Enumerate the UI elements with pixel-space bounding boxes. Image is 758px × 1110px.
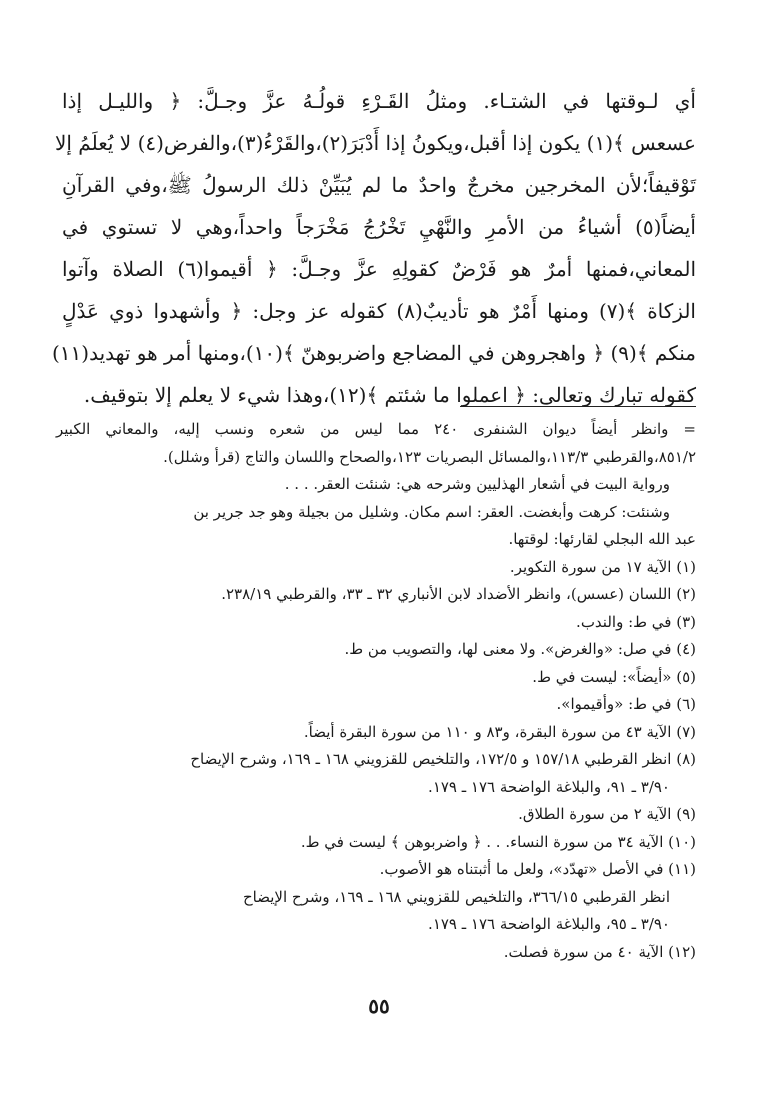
footnote-item: (٤) في صل: «والغرض». ولا معنى لها، والتصويب من ط. [344, 640, 696, 658]
main-text-line: عسعس ﴾(١) يكون إذا أقبل،ويكونُ إذا أَدْبَرَ(٢)،والقَرْءُ(٣)،والفرض(٤) لا يُعلَمُ إلا [54, 131, 696, 155]
footnote-item: (١٢) الآية ٤٠ من سورة فصلت. [503, 942, 696, 961]
footnote-item: (٦) في ط: «وأقيموا». [556, 695, 696, 713]
footnote-item: (٧) الآية ٤٣ من سورة البقرة، و٨٣ و ١١٠ من سورة البقرة أيضاً. [303, 722, 696, 741]
main-text-line: منكم ﴾(٩) ﴿ واهجروهن في المضاجع واضربوهنّ ﴾(١٠)،ومنها أمر هو تهديد(١١) [51, 341, 696, 365]
footnote-continuation: = وانظر أيضاً ديوان الشنفرى ٢٤٠ مما ليس من شعره ونسب إليه، والمعاني الكبير [56, 420, 696, 438]
main-text-line: المعاني،فمنها أمرٌ هو فَرْضٌ كقولِهِ عزَّ وجـلَّ: ﴿ أقيموا(٦) الصلاة وآتوا [62, 257, 697, 281]
footnote-continuation: عبد الله البجلي لقارئها: لوقتها. [508, 530, 696, 548]
footnote-item: (٣) في ط: والندب. [576, 612, 696, 631]
footnote-item: انظر القرطبي ٣٦٦/١٥، والتلخيص للقزويني ١٦٨ ـ ١٦٩، وشرح الإيضاح [242, 887, 670, 906]
footnote-item: (١) الآية ١٧ من سورة التكوير. [509, 557, 696, 576]
footnote-item: (١٠) الآية ٣٤ من سورة النساء. . . ﴿ واضربوهن ﴾ ليست في ط. [300, 832, 696, 851]
footnote-item: (٩) الآية ٢ من سورة الطلاق. [518, 805, 696, 823]
footnote-item: (٨) انظر القرطبي ١٥٧/١٨ و ١٧٢/٥، والتلخيص للقزويني ١٦٨ ـ ١٦٩، وشرح الإيضاح [190, 750, 696, 768]
main-text-line: أيضاً(٥) أشياءُ من الأمرِ والنَّهْيِ تَخْرُجُ مَخْرَجاً واحداً،وهي لا تستوي في [62, 215, 696, 239]
footnote-separator [460, 406, 696, 407]
footnote-item: (٢) اللسان (عسس)، وانظر الأضداد لابن الأنباري ٣٢ ـ ٣٣، والقرطبي ٢٣٨/١٩. [221, 585, 696, 603]
main-text-line: كقوله تبارك وتعالى: ﴿ اعملوا ما شئتم ﴾(١٢)،وهذا شيء لا يعلم إلا بتوقيف. [83, 383, 696, 407]
footnote-continuation: وشنئت: كرهت وأبغضت. العقر: اسم مكان. وشليل من بجيلة وهو جد جرير بن [193, 502, 670, 521]
footnote-continuation: ٨٥١/٢،والقرطبي ١١٣/٣،والمسائل البصريات ١٢٣،والصحاح واللسان والتاج (قرأ وشلل). [163, 447, 696, 466]
main-text-line: الزكاة ﴾(٧) ومنها أَمْرٌ هو تأديبٌ(٨) كقوله عز وجل: ﴿ وأشهدوا ذوي عَدْلٍ [62, 299, 696, 323]
main-text-line: أي لـوقتها في الشتـاء. ومثلُ القَـرْءِ قولُـهُ عزَّ وجـلَّ: ﴿ والليـل إذا [62, 89, 696, 113]
page-number: ٥٥ [368, 994, 390, 1018]
footnote-item: ٣/٩٠ ـ ٩٥، والبلاغة الواضحة ١٧٦ ـ ١٧٩. [428, 915, 670, 933]
footnote-item: (١١) في الأصل «تهدّد»، ولعل ما أثبتناه هو الأصوب. [379, 860, 696, 878]
main-text-line: تَوْقيفاً؛لأن المخرجين مخرجٌ واحدٌ ما لم يُبَيِّنْ ذلك الرسولُ ﷺ،وفي القرآنِ [62, 173, 696, 197]
main-text-block [51, 80, 697, 416]
footnotes-block [56, 416, 696, 966]
footnote-continuation: ورواية البيت في أشعار الهذليين وشرحه هي: شنئت العقر. . . . [284, 475, 670, 493]
footnote-item: (٥) «أيضاً»: ليست في ط. [532, 667, 696, 686]
footnote-item: ٣/٩٠ ـ ٩١، والبلاغة الواضحة ١٧٦ ـ ١٧٩. [428, 777, 670, 796]
